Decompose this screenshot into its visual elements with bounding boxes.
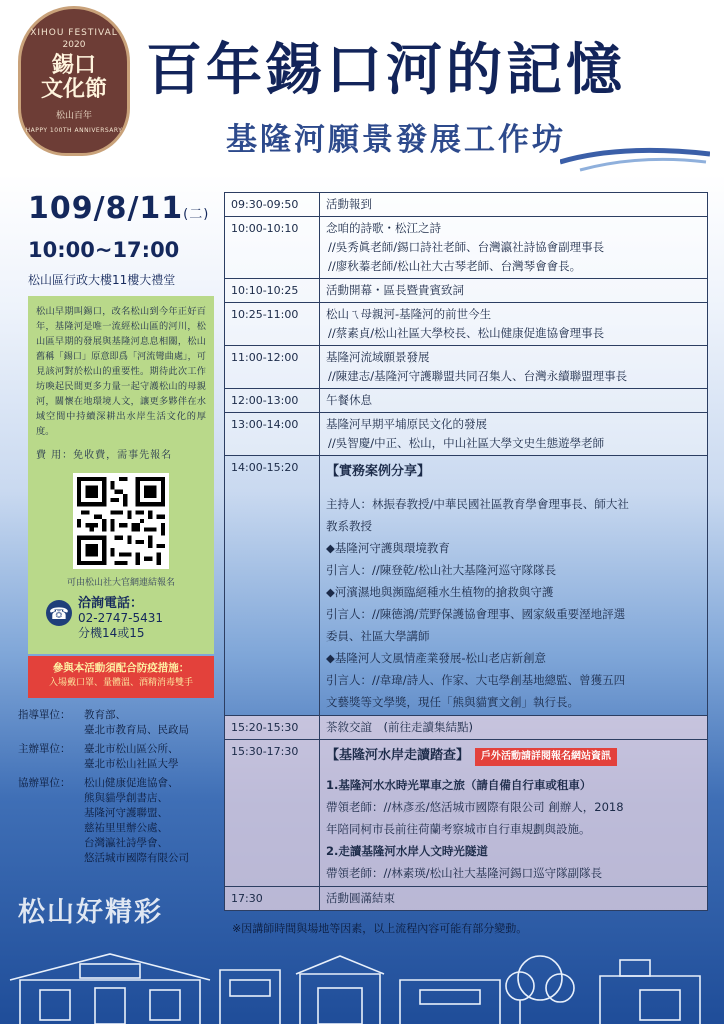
decorative-swoosh xyxy=(560,140,710,172)
schedule-time: 15:20-15:30 xyxy=(225,716,320,740)
org-label: 主辦單位： xyxy=(18,743,71,755)
org-label: 指導單位： xyxy=(18,709,71,721)
schedule-activity xyxy=(320,193,708,217)
org-value: 台灣瀛社詩學會、 xyxy=(84,837,168,849)
schedule-row xyxy=(225,279,708,303)
activity-line: 基隆河早期平埔原民文化的發展 xyxy=(326,417,487,431)
activity-line: //吳秀眞老師/錫口詩社老師、台灣瀛社詩協會副理事長 xyxy=(328,240,605,254)
contact-info xyxy=(36,596,206,641)
event-datetime xyxy=(28,192,214,288)
slogan: 松山好精彩 xyxy=(18,897,163,928)
event-date-value: 109/8/11 xyxy=(28,191,184,226)
organizers xyxy=(18,708,218,870)
schedule-activity: 活動圓滿結束 xyxy=(320,887,708,911)
activity-line: 教系教授 xyxy=(326,519,372,533)
schedule-row xyxy=(225,456,708,716)
covid-line-1: 參與本活動須配合防疫措施： xyxy=(52,662,190,674)
activity-line: 1.基隆河水水時光單車之旅（請自備自行車或租車） xyxy=(326,778,592,792)
schedule-row xyxy=(225,193,708,217)
logo-main-line2: 文化節 xyxy=(40,77,107,102)
activity-line: ◆基隆河守護與環境教育 xyxy=(326,541,450,555)
activity-line: 帶領老師：//林素瑛/松山社大基隆河錫口巡守隊副隊長 xyxy=(326,866,603,880)
festival-logo xyxy=(18,6,130,156)
activity-line: 2.走讀基隆河水岸人文時光隧道 xyxy=(326,844,488,858)
org-row-guidance xyxy=(18,708,218,738)
org-value: 慈祐里里辦公處、 xyxy=(84,822,168,834)
phone-icon: ☎ xyxy=(46,600,72,626)
fee-text: 費 用：免收費，需事先報名 xyxy=(36,450,173,461)
outdoor-notice-badge: 戶外活動請詳閱報名網站資訊 xyxy=(475,748,617,766)
contact-label: 洽詢電話： xyxy=(78,596,144,611)
schedule-row xyxy=(225,217,708,279)
activity-line: 午餐休息 xyxy=(326,393,372,407)
activity-line: 主持人：林振春教授/中華民國社區教育學會理事長、師大社 xyxy=(326,497,629,511)
schedule-row xyxy=(225,303,708,346)
schedule-time: 11:00-12:00 xyxy=(225,346,320,389)
schedule-table xyxy=(224,192,708,911)
logo-main-line1: 錫口 xyxy=(51,53,96,78)
logo-sub-text: 松山百年 xyxy=(55,111,92,121)
covid-line-2: 入場戴口罩、量體溫、酒精消毒雙手 xyxy=(48,678,193,688)
event-weekday: (二) xyxy=(183,207,210,222)
org-value: 熊與貓學創書店、 xyxy=(84,792,168,804)
org-value: 教育部、 xyxy=(84,709,126,721)
org-value: 松山健康促進協會、 xyxy=(84,777,179,789)
activity-line: 委員、社區大學講師 xyxy=(326,629,430,643)
activity-line: //蔡素貞/松山社區大學校長、松山健康促進協會理事長 xyxy=(328,326,605,340)
activity-line: ◆河濱濕地與瀕臨絕種水生植物的搶救與守護 xyxy=(326,585,554,599)
schedule-time: 09:30-09:50 xyxy=(225,193,320,217)
schedule-activity xyxy=(320,456,708,716)
info-panel xyxy=(28,296,214,654)
activity-line: ◆基隆河人文風情產業發展-松山老店新創意 xyxy=(326,651,546,665)
schedule-activity xyxy=(320,389,708,413)
schedule-row xyxy=(225,740,708,887)
schedule-footnote: ※因講師時間與場地等因素，以上流程內容可能有部分變動。 xyxy=(232,922,528,935)
schedule-row xyxy=(225,716,708,740)
event-time: 10:00~17:00 xyxy=(28,238,180,262)
logo-year: 2020 xyxy=(62,40,86,50)
activity-line: 活動報到 xyxy=(326,197,372,211)
schedule-row xyxy=(225,887,708,911)
schedule-time: 13:00-14:00 xyxy=(225,413,320,456)
activity-line: 引言人：//韋瑋/詩人、作家、大屯學創基地總監、曾獲五四 xyxy=(326,673,626,687)
schedule-time: 14:00-15:20 xyxy=(225,456,320,716)
activity-line: 松山ㄟ母親河-基隆河的前世今生 xyxy=(326,307,492,321)
page-subtitle: 基隆河願景發展工作坊 xyxy=(226,122,566,158)
org-label: 協辦單位： xyxy=(18,777,71,789)
schedule-time: 15:30-17:30 xyxy=(225,740,320,887)
building-skyline-illustration xyxy=(0,930,724,1024)
activity-line: 基隆河流域願景發展 xyxy=(326,350,430,364)
schedule-activity xyxy=(320,346,708,389)
covid-notice xyxy=(28,656,214,698)
schedule-time: 10:25-11:00 xyxy=(225,303,320,346)
section-heading: 【基隆河水岸走讀踏查】 xyxy=(326,748,470,763)
schedule-time: 10:00-10:10 xyxy=(225,217,320,279)
schedule-time: 12:00-13:00 xyxy=(225,389,320,413)
schedule-row xyxy=(225,413,708,456)
logo-top-text: XIHOU FESTIVAL xyxy=(30,28,118,38)
qr-code-icon xyxy=(77,477,165,565)
org-value: 基隆河守護聯盟、 xyxy=(84,807,168,819)
event-date xyxy=(28,192,214,232)
org-row-co-host xyxy=(18,776,218,866)
org-row-host xyxy=(18,742,218,772)
schedule-activity xyxy=(320,413,708,456)
registration-qr-code[interactable] xyxy=(73,473,169,569)
contact-phone[interactable]: 02-2747-5431 xyxy=(78,611,164,625)
activity-line: //吳智慶/中正、松山，中山社區大學文史生態遊學老師 xyxy=(328,436,605,450)
schedule-activity xyxy=(320,279,708,303)
schedule-activity xyxy=(320,303,708,346)
org-value: 臺北市松山社區大學 xyxy=(84,758,179,770)
schedule-activity xyxy=(320,740,708,887)
event-venue: 松山區行政大樓11樓大禮堂 xyxy=(28,273,176,287)
schedule-row xyxy=(225,346,708,389)
schedule-time: 17:30 xyxy=(225,887,320,911)
activity-line: 念咱的詩歌・松江之詩 xyxy=(326,221,441,235)
schedule-time: 10:10-10:25 xyxy=(225,279,320,303)
activity-line: //廖秋蓁老師/松山社大古琴老師、台灣琴會會長。 xyxy=(328,259,582,273)
qr-note: 可由松山社大官網連結報名 xyxy=(66,578,175,588)
intro-paragraph: 松山早期叫錫口，改名松山到今年正好百年，基隆河是唯一流經松山區的河川，松山區早期的發展與基隆河息息相關，松山舊稱「錫口」原意即爲「河流彎曲處」，可見該河對於松山的重要性。期待此次工作坊喚起民間更多力量一起守護松山的母親河，關懷在地環境人文，讓更多夥伴在水域空間中持續深耕出水岸生活文化的厚度。 xyxy=(36,306,206,437)
schedule-activity: 茶敘交誼 (前往走讀集結點) xyxy=(320,716,708,740)
org-value: 悠活城市國際有限公司 xyxy=(84,852,189,864)
activity-line: 帶領老師：//林彥丞/悠活城市國際有限公司 創辦人，2018 xyxy=(326,800,624,814)
activity-line: //陳建志/基隆河守護聯盟共同召集人、台灣永續聯盟理事長 xyxy=(328,369,628,383)
schedule-activity xyxy=(320,217,708,279)
activity-line: 年陪同柯市長前往荷蘭考察城市自行車規劃與設施。 xyxy=(326,822,591,836)
activity-line: 文藝獎等文學獎，現任「熊與貓實文創」執行長。 xyxy=(326,695,579,709)
logo-bottom-text: HAPPY 100TH ANNIVERSARY xyxy=(25,127,123,134)
section-heading: 【實務案例分享】 xyxy=(326,464,431,479)
org-value: 臺北市松山區公所、 xyxy=(84,743,179,755)
org-value: 臺北市教育局、民政局 xyxy=(84,724,189,736)
activity-line: 引言人：//陳登乾/松山社大基隆河巡守隊隊長 xyxy=(326,563,557,577)
activity-line: 活動開幕・區長暨貴賓致詞 xyxy=(326,283,464,297)
section-heading-row xyxy=(326,746,701,766)
activity-line: 引言人：//陳德鴻/荒野保護協會理事、國家級重要溼地評選 xyxy=(326,607,626,621)
schedule-row xyxy=(225,389,708,413)
contact-extension: 分機14或15 xyxy=(78,626,145,640)
page-title: 百年錫口河的記憶 xyxy=(146,37,626,103)
